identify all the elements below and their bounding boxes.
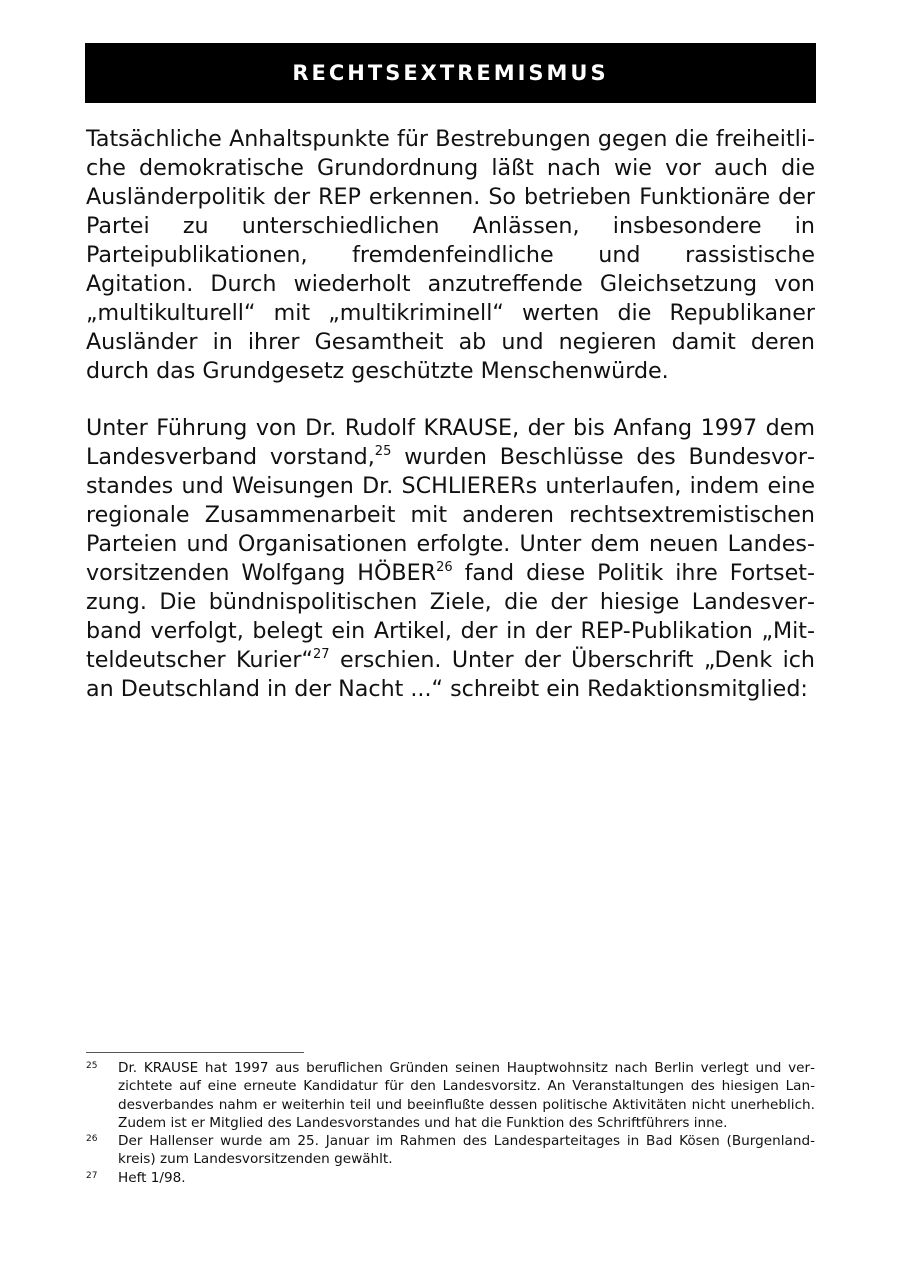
footnote-text: Der Hallenser wurde am 25. Januar im Rahmen des Landesparteitages in Bad Kösen (Burgenlandkreis) zum Landesvorsitzenden gewählt. bbox=[118, 1133, 815, 1168]
footnote-text: Heft 1/98. bbox=[118, 1169, 186, 1186]
section-header-bar bbox=[85, 43, 816, 103]
paragraph-2-segment-3: fand diese Politik ihre Fortsetzung. Die bündnispolitischen Ziele, die der hiesige Landesverband verfolgt, belegt ein Artikel, der in der REP-Publikation „Mitteldeutscher Kurier“ bbox=[86, 560, 815, 673]
body-paragraph-1: Tatsächliche Anhaltspunkte für Bestrebungen gegen die freiheitliche demokratische Grundordnung läßt nach wie vor auch die Ausländerpolitik der REP erkennen. So betrieben Funktionäre der Partei zu unterschiedlichen Anlässen, insbesondere in Parteipublikationen, fremdenfeindliche und rassistische Agitation. Durch wiederholt anzutreffende Gleichsetzung von „multikulturell“ mit „multikriminell“ werten die Republikaner Ausländer in ihrer Gesamtheit ab und negieren damit deren durch das Grundgesetz geschützte Menschenwürde. bbox=[86, 126, 815, 384]
footnote-25 bbox=[86, 1059, 815, 1132]
paragraph-2-segment-2: wurden Beschlüsse des Bundesvorstandes und Weisungen Dr. SCHLIERERs unterlaufen, indem eine regionale Zusammenarbeit mit anderen rechtsextremistischen Parteien und Organisationen erfolgte. Unter dem neuen Landesvorsitzenden Wolfgang HÖBER bbox=[86, 444, 815, 586]
footnote-27 bbox=[86, 1169, 815, 1187]
paragraph-2-segment-1: Unter Führung von Dr. Rudolf KRAUSE, der bis Anfang 1997 dem Landesverband vorstand, bbox=[86, 415, 815, 470]
footnotes-section bbox=[86, 1059, 815, 1187]
body-paragraph-2 bbox=[86, 414, 815, 704]
footnote-number: 26 bbox=[86, 1134, 98, 1145]
paragraph-2-segment-4: erschien. Unter der Überschrift „Denk ich an Deutschland in der Nacht ...“ schreibt ein Redaktionsmitglied: bbox=[86, 647, 815, 702]
footnote-number: 27 bbox=[86, 1170, 98, 1181]
footnote-reference-26: 26 bbox=[436, 560, 453, 575]
footnote-reference-27: 27 bbox=[313, 647, 330, 662]
footnote-reference-25: 25 bbox=[374, 444, 392, 459]
section-title: RECHTSEXTREMISMUS bbox=[292, 61, 609, 85]
footnote-26 bbox=[86, 1132, 815, 1169]
footnote-number: 25 bbox=[86, 1061, 98, 1071]
footnote-separator-rule bbox=[86, 1052, 304, 1053]
footnote-text: Dr. KRAUSE hat 1997 aus beruflichen Gründen seinen Hauptwohnsitz nach Berlin verlegt und verzichtete auf eine erneute Kandidatur für den Landesvorsitz. An Veranstaltungen des hiesigen Landesverbandes nahm er weiterhin teil und beeinflußte dessen politische Aktivitäten nicht unerheblich. Zudem ist er Mitglied des Landesvorstandes und hat die Funktion des Schriftführers inne. bbox=[118, 1060, 815, 1131]
